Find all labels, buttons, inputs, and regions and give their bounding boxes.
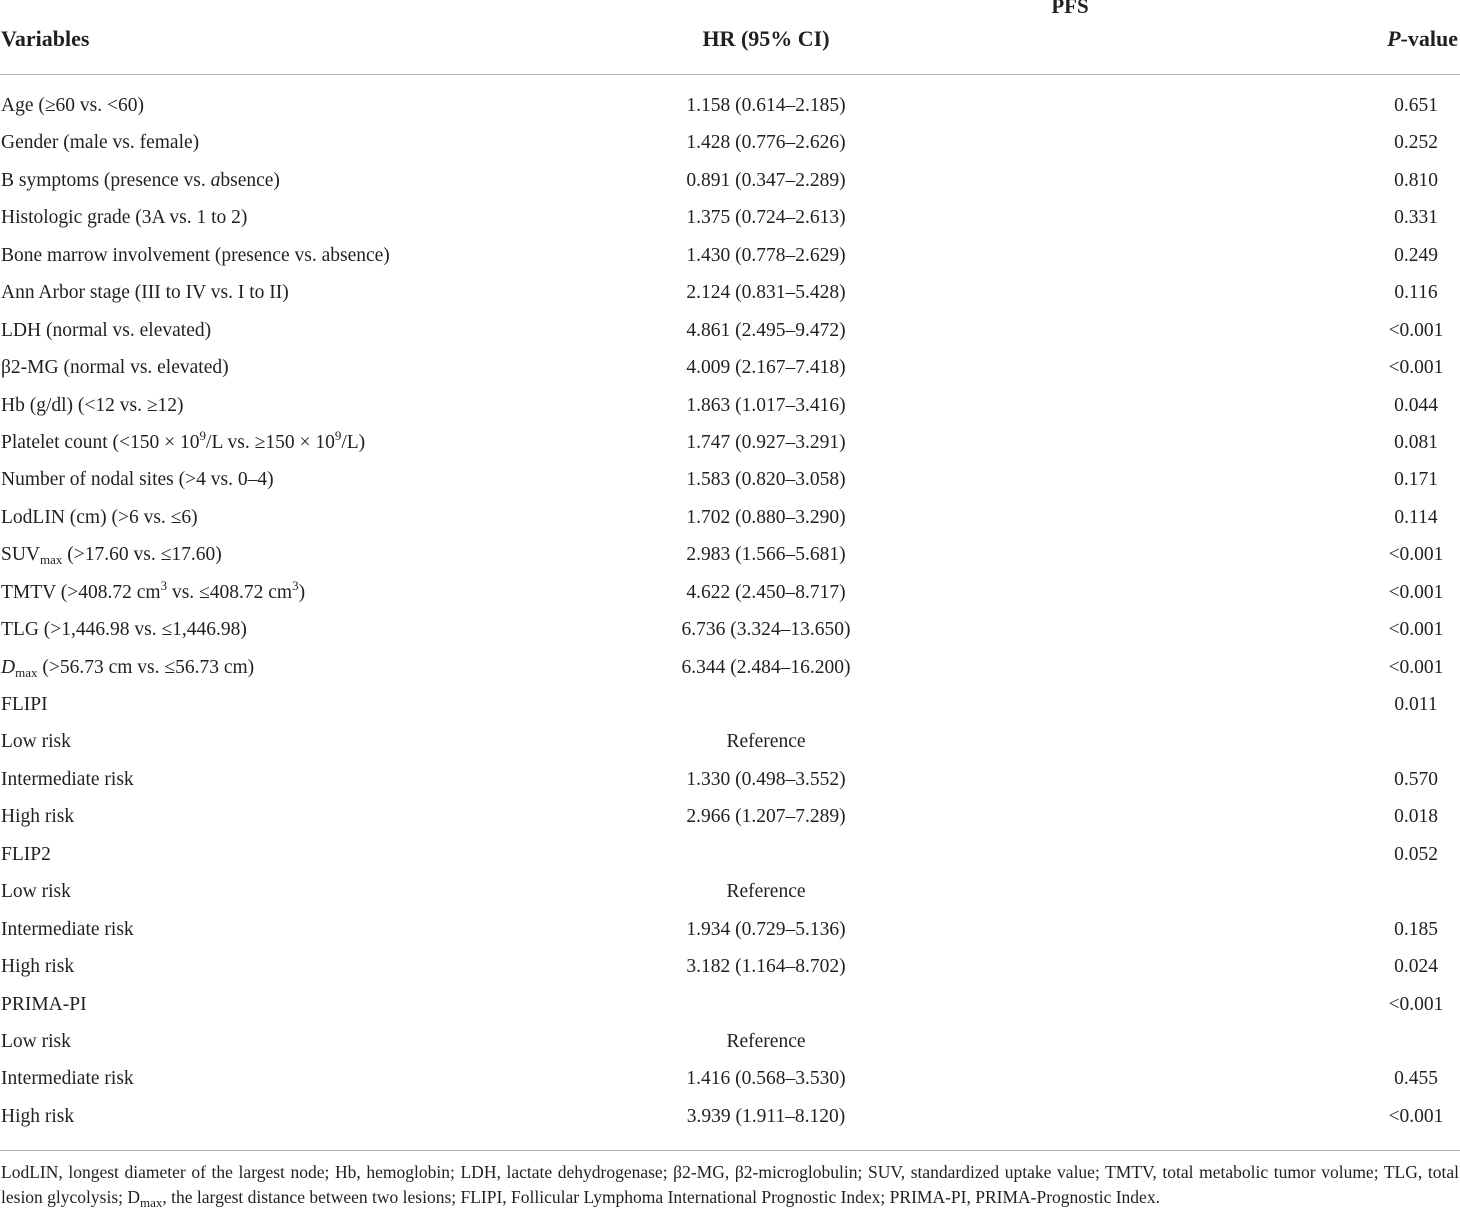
- p-value-cell: <0.001: [1388, 544, 1444, 566]
- variable-cell: [1, 836, 51, 873]
- variable-text-mid: /L vs. ≥150 × 10: [206, 431, 335, 453]
- p-value-cell: 0.185: [1394, 918, 1438, 940]
- header-divider: [0, 74, 1460, 75]
- hr-cell: 0.891 (0.347–2.289): [686, 169, 846, 191]
- hr-cell: 4.622 (2.450–8.717): [686, 581, 846, 603]
- variable-text-pre: TLG (>1,446.98 vs. ≤1,446.98): [1, 619, 247, 641]
- footer-divider: [0, 1150, 1460, 1151]
- variable-text-pre: Histologic grade (3A vs. 1 to 2): [1, 207, 248, 229]
- variable-text-pre: Bone marrow involvement (presence vs. absence): [1, 244, 390, 266]
- table-row: [0, 873, 1460, 910]
- variable-cell: [1, 536, 222, 573]
- hr-cell: 2.983 (1.566–5.681): [686, 544, 846, 566]
- hr-cell: 1.330 (0.498–3.552): [686, 768, 846, 790]
- p-value-cell: 0.011: [1394, 694, 1438, 715]
- hr-cell: 2.966 (1.207–7.289): [686, 806, 846, 828]
- footnote-part2: , the largest distance between two lesions; FLIPI, Follicular Lymphoma International Prognostic Index; PRIMA-PI, PRIMA-Prognostic Index.: [162, 1187, 1160, 1207]
- hr-column-header: HR (95% CI): [702, 26, 830, 51]
- p-value-cell: 0.455: [1394, 1068, 1438, 1090]
- p-value-cell: 0.024: [1394, 956, 1438, 978]
- variable-text-pre: PRIMA-PI: [1, 993, 87, 1015]
- variable-text-pre: SUV: [1, 544, 41, 566]
- hr-cell: 6.736 (3.324–13.650): [681, 619, 851, 641]
- table-row: [0, 948, 1460, 985]
- table-row: [0, 986, 1460, 1023]
- variable-cell: [1, 948, 74, 985]
- hr-cell: 1.934 (0.729–5.136): [686, 918, 846, 940]
- table-row: [0, 836, 1460, 873]
- p-value-cell: 0.252: [1394, 132, 1438, 154]
- footnote-part1: LodLIN, longest diameter of the largest node; Hb, hemoglobin; LDH, lactate dehydrogenase; β2-MG, β2-microglobulin; SUV, standardized uptake value; TMTV, total metabolic tumor volume; TLG, total lesion glycolysis; D: [1, 1162, 1459, 1207]
- p-value-cell: <0.001: [1388, 581, 1444, 603]
- hr-cell: 1.863 (1.017–3.416): [686, 394, 846, 416]
- table-row: [0, 761, 1460, 798]
- table-row: [0, 723, 1460, 760]
- p-value-cell: <0.001: [1388, 357, 1444, 379]
- hr-cell: Reference: [726, 731, 806, 753]
- variable-text-pre: Intermediate risk: [1, 918, 134, 940]
- hr-cell: 2.124 (0.831–5.428): [686, 282, 846, 304]
- variable-text-sub: max: [40, 552, 63, 568]
- table-row: [0, 536, 1460, 573]
- variable-text-pre: High risk: [1, 1105, 75, 1127]
- variable-text-pre: Low risk: [1, 881, 71, 903]
- variable-cell: [1, 461, 274, 498]
- variable-text-pre: Gender (male vs. female): [1, 132, 200, 154]
- variable-text-post: /L): [341, 431, 366, 453]
- hr-cell: 1.416 (0.568–3.530): [686, 1068, 846, 1090]
- variable-text-pre: High risk: [1, 806, 75, 828]
- variable-cell: [1, 911, 134, 948]
- hr-cell: 1.747 (0.927–3.291): [686, 431, 846, 453]
- p-value-cell: 0.651: [1394, 95, 1438, 116]
- table-row: [0, 162, 1460, 199]
- variable-cell: [1, 349, 229, 386]
- variable-text-pre: Intermediate risk: [1, 1068, 134, 1090]
- table-row: [0, 124, 1460, 161]
- variable-text-sup: 3: [160, 577, 168, 593]
- hr-cell: Reference: [726, 1030, 806, 1052]
- variable-text-pre: FLIP2: [1, 843, 51, 865]
- variable-text-pre: Intermediate risk: [1, 768, 134, 790]
- table-row: [0, 461, 1460, 498]
- variable-cell: [1, 312, 211, 349]
- table-row: [0, 274, 1460, 311]
- variable-text-post: ): [298, 581, 306, 603]
- table-row: [0, 911, 1460, 948]
- variable-text-pre: Low risk: [1, 1030, 71, 1052]
- variable-cell: [1, 1060, 134, 1097]
- p-italic: P: [1387, 26, 1401, 51]
- variable-text-pre: Low risk: [1, 731, 71, 753]
- variable-text-pre: FLIPI: [1, 694, 48, 715]
- table-row: [0, 649, 1460, 686]
- variable-text-pre: LDH (normal vs. elevated): [1, 319, 212, 341]
- hr-cell: 6.344 (2.484–16.200): [681, 656, 851, 678]
- p-value-cell: <0.001: [1388, 319, 1444, 341]
- p-value-cell: 0.810: [1394, 169, 1438, 191]
- variable-text-pre: LodLIN (cm) (>6 vs. ≤6): [1, 506, 198, 528]
- hr-cell: 1.702 (0.880–3.290): [686, 506, 846, 528]
- table-row: [0, 611, 1460, 648]
- variable-text-pre: Age (≥60 vs. <60): [1, 95, 145, 116]
- p-value-column-header: [1387, 26, 1458, 52]
- variable-text-pre: Number of nodal sites (>4 vs. 0–4): [1, 469, 274, 491]
- table-row: [0, 686, 1460, 723]
- variable-text-mid: vs. ≤408.72 cm: [167, 581, 293, 603]
- variable-text-it: a: [210, 169, 221, 191]
- hr-cell: 1.428 (0.776–2.626): [686, 132, 846, 154]
- variable-text-pre: Platelet count (<150 × 10: [1, 431, 200, 453]
- variable-text-pre: High risk: [1, 956, 75, 978]
- variable-cell: [1, 574, 305, 611]
- table-row: [0, 312, 1460, 349]
- variable-text-sup2: 9: [334, 427, 342, 443]
- variable-cell: [1, 1098, 74, 1135]
- table-row: [0, 424, 1460, 461]
- p-value-cell: <0.001: [1388, 619, 1444, 641]
- table-row: [0, 1098, 1460, 1135]
- variable-text-pre: Ann Arbor stage (III to IV vs. I to II): [1, 282, 289, 304]
- table-row: [0, 237, 1460, 274]
- table-row: [0, 387, 1460, 424]
- table-footnote: [1, 1160, 1459, 1210]
- p-value-cell: 0.114: [1394, 506, 1438, 528]
- p-value-cell: 0.044: [1394, 394, 1438, 416]
- variable-cell: [1, 274, 289, 311]
- p-value-cell: <0.001: [1388, 1105, 1444, 1127]
- hr-cell: 3.182 (1.164–8.702): [686, 956, 846, 978]
- p-value-cell: 0.331: [1394, 207, 1438, 229]
- table-body: [0, 87, 1460, 1135]
- variable-text-pre: β2-MG (normal vs. elevated): [1, 357, 229, 379]
- hr-cell: 1.583 (0.820–3.058): [686, 469, 846, 491]
- hr-cell: 1.158 (0.614–2.185): [686, 95, 846, 116]
- table-row: [0, 1023, 1460, 1060]
- hr-cell: 4.861 (2.495–9.472): [686, 319, 846, 341]
- hr-cell: 3.939 (1.911–8.120): [686, 1105, 846, 1127]
- variable-text-sub: max: [15, 664, 38, 680]
- variable-cell: [1, 162, 280, 199]
- variable-cell: [1, 723, 71, 760]
- variable-cell: [1, 499, 198, 536]
- variable-text-pre: TMTV (>408.72 cm: [1, 581, 161, 603]
- variable-cell: [1, 87, 144, 124]
- p-value-cell: 0.116: [1394, 282, 1438, 304]
- variable-cell: [1, 649, 254, 686]
- table-row: [0, 574, 1460, 611]
- variable-cell: [1, 873, 71, 910]
- footnote-sub: max: [140, 1195, 163, 1210]
- table-row: [0, 499, 1460, 536]
- variable-cell: [1, 387, 184, 424]
- variable-text-post: bsence): [220, 169, 280, 191]
- hr-cell: Reference: [726, 881, 806, 903]
- table-row: [0, 199, 1460, 236]
- p-value-cell: 0.018: [1394, 806, 1438, 828]
- variable-text-post: (>17.60 vs. ≤17.60): [62, 544, 222, 566]
- variable-cell: [1, 761, 134, 798]
- table-row: [0, 798, 1460, 835]
- variable-text-sup: 9: [199, 427, 207, 443]
- p-value-cell: 0.081: [1394, 431, 1438, 453]
- variable-text-sup2: 3: [292, 577, 299, 593]
- p-value-cell: <0.001: [1388, 993, 1444, 1015]
- p-value-cell: 0.570: [1394, 768, 1438, 790]
- table-row: [0, 1060, 1460, 1097]
- p-value-cell: 0.171: [1394, 469, 1438, 491]
- p-value-cell: <0.001: [1388, 656, 1444, 678]
- variable-cell: [1, 199, 247, 236]
- variable-text-post: (>56.73 cm vs. ≤56.73 cm): [37, 656, 255, 678]
- p-value-cell: 0.249: [1394, 244, 1438, 266]
- pfs-group-header: PFS: [1051, 0, 1089, 18]
- hr-cell: 1.430 (0.778–2.629): [686, 244, 846, 266]
- variable-cell: [1, 424, 365, 461]
- variable-text-pre: Hb (g/dl) (<12 vs. ≥12): [1, 394, 184, 416]
- p-suffix: -value: [1400, 26, 1458, 51]
- variable-text-pre: B symptoms (presence vs.: [1, 169, 211, 191]
- variables-column-header: Variables: [1, 26, 90, 51]
- variable-cell: [1, 124, 199, 161]
- variable-text-it: D: [1, 656, 16, 678]
- variable-cell: [1, 237, 390, 274]
- variable-cell: [1, 986, 87, 1023]
- variable-cell: [1, 611, 247, 648]
- table-row: [0, 87, 1460, 124]
- p-value-cell: 0.052: [1394, 843, 1438, 865]
- variable-cell: [1, 798, 74, 835]
- variable-cell: [1, 686, 48, 723]
- table-row: [0, 349, 1460, 386]
- hr-cell: 4.009 (2.167–7.418): [686, 357, 846, 379]
- variable-cell: [1, 1023, 71, 1060]
- hr-cell: 1.375 (0.724–2.613): [686, 207, 846, 229]
